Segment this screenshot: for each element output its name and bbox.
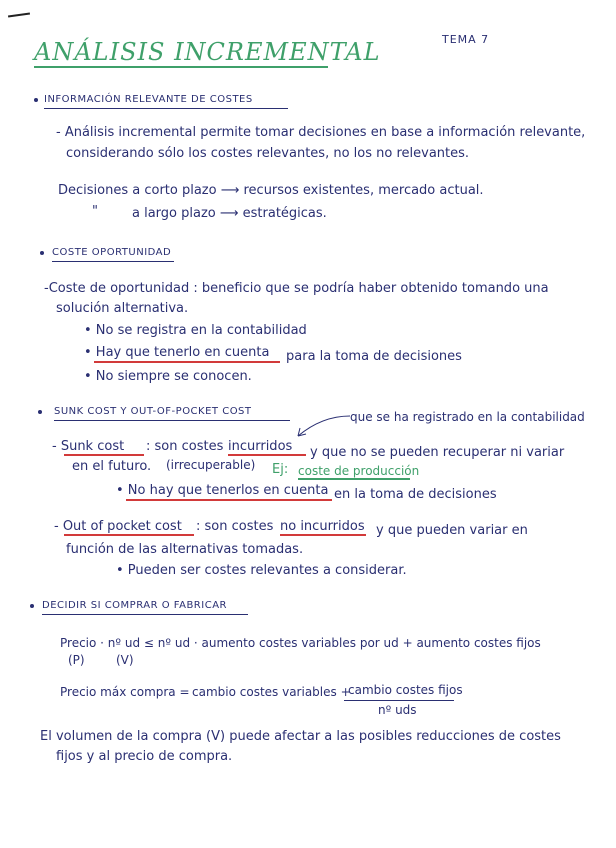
s2-bullet-1: • No se registra en la contabilidad: [84, 323, 307, 338]
formula-2-lhs: Precio máx compra =: [60, 685, 190, 699]
s3-line-1b: : son costes: [146, 439, 224, 454]
s2-bullet-2a: • Hay que tenerlo en cuenta: [84, 345, 270, 360]
section-heading-coste-oportunidad: COSTE OPORTUNIDAD: [52, 247, 172, 258]
green-underline: [298, 478, 410, 480]
s3-note: que se ha registrado en la contabilidad: [350, 410, 585, 424]
s1-line-3: Decisiones a corto plazo ⟶ recursos existentes, mercado actual.: [58, 183, 484, 198]
sunk-cost-term: - Sunk cost: [52, 439, 125, 454]
formula-1: Precio · nº ud ≤ nº ud · aumento costes variables por ud + aumento costes fijos: [60, 636, 541, 650]
ditto-mark: ": [92, 204, 98, 219]
formula-2-denominator: nº uds: [378, 703, 417, 717]
s2-line-1: -Coste de oportunidad : beneficio que se podría haber obtenido tomando una: [44, 281, 549, 296]
s3-line-1d: y que no se pueden recuperar ni variar: [310, 445, 565, 460]
formula-1-p: (P): [68, 653, 85, 667]
s1-line-2: considerando sólo los costes relevantes, no los no relevantes.: [66, 146, 470, 161]
topic-label: TEMA 7: [442, 33, 490, 46]
s1-line-4: a largo plazo ⟶ estratégicas.: [132, 206, 327, 221]
formula-2-numerator: cambio costes fijos: [348, 683, 463, 697]
red-underline: [64, 454, 144, 456]
page-title: ANÁLISIS INCREMENTAL: [34, 38, 381, 66]
s2-bullet-3: • No siempre se conocen.: [84, 369, 252, 384]
section-bullet: [38, 410, 42, 414]
section-bullet: [34, 98, 38, 102]
s4-line-1: El volumen de la compra (V) puede afectar a las posibles reducciones de costes: [40, 729, 561, 744]
section-heading-sunk-cost: SUNK COST Y OUT-OF-POCKET COST: [54, 406, 252, 417]
heading-underline: [42, 614, 248, 615]
out-of-pocket-term: - Out of pocket cost: [54, 519, 182, 534]
section-heading-comprar-fabricar: DECIDIR SI COMPRAR O FABRICAR: [42, 600, 227, 611]
irrecuperable-note: (irrecuperable): [166, 458, 256, 472]
s3-line-3b: : son costes: [196, 519, 274, 534]
red-underline: [94, 361, 280, 363]
formula-2-variable: cambio costes variables +: [192, 685, 351, 699]
s3-bullet-1a: • No hay que tenerlos en cuenta: [116, 483, 329, 498]
red-underline: [228, 454, 306, 456]
example-label: Ej:: [272, 462, 289, 477]
example-value: coste de producción: [298, 464, 420, 478]
s2-line-2: solución alternativa.: [56, 301, 189, 316]
red-underline: [126, 499, 332, 501]
heading-underline: [54, 420, 290, 421]
heading-underline: [52, 261, 174, 262]
note-arrow-icon: [292, 412, 352, 442]
s3-bullet-1b: en la toma de decisiones: [334, 487, 497, 502]
s3-line-3d: y que pueden variar en: [376, 523, 528, 538]
title-underline: [34, 66, 328, 68]
fraction-bar: [344, 700, 454, 701]
no-incurridos-term: no incurridos: [280, 519, 365, 534]
s3-line-2: en el futuro.: [72, 459, 152, 474]
section-bullet: [40, 251, 44, 255]
heading-underline: [44, 108, 288, 109]
s3-bullet-2: • Pueden ser costes relevantes a considerar.: [116, 563, 407, 578]
pen-mark: [8, 12, 30, 17]
red-underline: [280, 534, 366, 536]
s3-line-4: función de las alternativas tomadas.: [66, 542, 304, 557]
s1-line-1: - Análisis incremental permite tomar decisiones en base a información relevante,: [56, 125, 586, 140]
formula-1-v: (V): [116, 653, 134, 667]
s2-bullet-2b: para la toma de decisiones: [286, 349, 462, 364]
red-underline: [64, 534, 194, 536]
section-bullet: [30, 604, 34, 608]
s4-line-2: fijos y al precio de compra.: [56, 749, 233, 764]
incurridos-term: incurridos: [228, 439, 293, 454]
section-heading-informacion: INFORMACIÓN RELEVANTE DE COSTES: [44, 94, 253, 105]
